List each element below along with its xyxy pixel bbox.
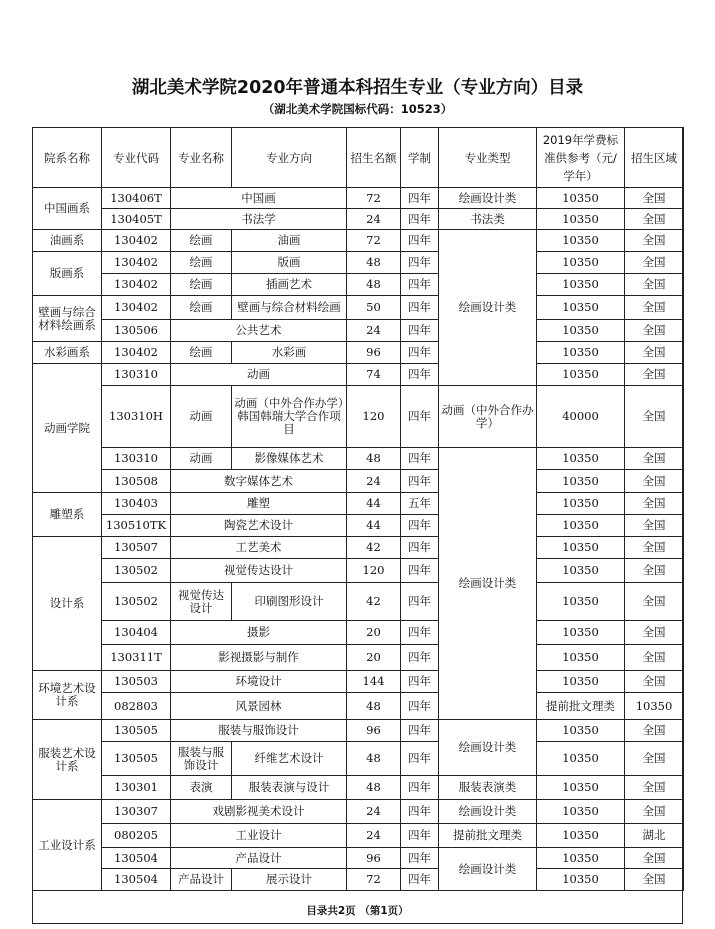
quota-cell: 42	[347, 537, 401, 559]
years-cell: 四年	[401, 742, 439, 776]
quota-cell: 96	[347, 720, 401, 742]
major-name-cell: 绘画	[171, 230, 232, 252]
quota-cell: 120	[347, 386, 401, 448]
region-cell: 全国	[625, 742, 684, 776]
quota-cell: 48	[347, 448, 401, 470]
years-cell: 四年	[401, 230, 439, 252]
quota-cell: 50	[347, 296, 401, 320]
quota-cell: 48	[347, 274, 401, 296]
fee-cell: 10350	[625, 693, 684, 720]
major-cell: 影视摄影与制作	[171, 645, 347, 671]
table-row	[33, 320, 684, 342]
table-row	[33, 386, 684, 448]
code-cell: 130404	[102, 621, 171, 645]
direction-cell: 壁画与综合材料绘画	[232, 296, 347, 320]
type-cell: 绘画设计类	[439, 448, 537, 720]
code-cell: 130506	[102, 320, 171, 342]
table-row	[33, 188, 684, 209]
fee-cell: 10350	[537, 252, 625, 274]
region-cell: 全国	[625, 621, 684, 645]
major-cell: 视觉传达设计	[171, 559, 347, 583]
region-cell: 全国	[625, 720, 684, 742]
region-cell: 全国	[625, 515, 684, 537]
major-name-cell: 绘画	[171, 342, 232, 364]
table-row	[33, 621, 684, 645]
years-cell: 四年	[401, 645, 439, 671]
years-cell: 四年	[401, 720, 439, 742]
dept-cell: 版画系	[33, 252, 102, 296]
table-row	[33, 720, 684, 742]
years-cell: 四年	[401, 342, 439, 364]
years-cell: 四年	[401, 209, 439, 230]
table-row	[33, 274, 684, 296]
fee-cell: 10350	[537, 537, 625, 559]
fee-cell: 10350	[537, 559, 625, 583]
major-cell: 服装与服饰设计	[171, 720, 347, 742]
table-row	[33, 448, 684, 470]
fee-cell: 10350	[537, 188, 625, 209]
major-cell: 公共艺术	[171, 320, 347, 342]
major-name-cell: 产品设计	[171, 869, 232, 891]
region-cell: 全国	[625, 583, 684, 621]
fee-cell: 10350	[537, 776, 625, 800]
code-cell: 130505	[102, 742, 171, 776]
dept-cell: 工业设计系	[33, 800, 102, 891]
fee-cell: 10350	[537, 800, 625, 824]
fee-cell: 10350	[537, 583, 625, 621]
dept-cell: 服装艺术设计系	[33, 720, 102, 800]
code-cell: 130502	[102, 583, 171, 621]
table-header-row	[33, 128, 684, 188]
major-cell: 陶瓷艺术设计	[171, 515, 347, 537]
region-cell: 全国	[625, 848, 684, 869]
fee-cell: 10350	[537, 320, 625, 342]
years-cell: 四年	[401, 800, 439, 824]
table-row	[33, 800, 684, 824]
code-cell: 130405T	[102, 209, 171, 230]
code-cell: 130310H	[102, 386, 171, 448]
major-name-cell: 绘画	[171, 252, 232, 274]
type-cell: 绘画设计类	[439, 188, 537, 209]
direction-cell: 展示设计	[232, 869, 347, 891]
fee-cell: 10350	[537, 621, 625, 645]
years-cell: 四年	[401, 776, 439, 800]
fee-cell: 10350	[537, 671, 625, 693]
direction-cell: 纤维艺术设计	[232, 742, 347, 776]
region-cell: 全国	[625, 448, 684, 470]
dept-cell: 水彩画系	[33, 342, 102, 364]
table-row	[33, 364, 684, 386]
page-subtitle: （湖北美术学院国标代码：10523）	[262, 102, 453, 116]
table-row	[33, 671, 684, 693]
code-cell: 130403	[102, 493, 171, 515]
fee-cell: 10350	[537, 470, 625, 493]
table-row	[33, 296, 684, 320]
region-cell: 全国	[625, 188, 684, 209]
major-name-cell: 绘画	[171, 274, 232, 296]
region-cell: 全国	[625, 320, 684, 342]
years-cell: 四年	[401, 470, 439, 493]
major-name-cell: 绘画	[171, 296, 232, 320]
catalog-table	[32, 127, 684, 891]
region-cell: 全国	[625, 869, 684, 891]
type-cell: 绘画设计类	[439, 720, 537, 776]
years-cell: 四年	[401, 274, 439, 296]
code-cell: 130310	[102, 448, 171, 470]
dept-cell: 环境艺术设计系	[33, 671, 102, 720]
quota-cell: 96	[347, 848, 401, 869]
fee-cell: 40000	[537, 386, 625, 448]
years-cell: 四年	[401, 386, 439, 448]
code-cell: 130510TK	[102, 515, 171, 537]
major-cell: 产品设计	[171, 848, 347, 869]
major-name-cell: 动画	[171, 448, 232, 470]
fee-cell: 10350	[537, 230, 625, 252]
code-cell: 080205	[102, 824, 171, 848]
region-cell: 全国	[625, 209, 684, 230]
major-cell: 风景园林	[171, 693, 347, 720]
quota-cell: 24	[347, 800, 401, 824]
years-cell: 四年	[401, 448, 439, 470]
years-cell: 四年	[401, 364, 439, 386]
fee-cell: 10350	[537, 342, 625, 364]
dept-cell: 油画系	[33, 230, 102, 252]
table-row	[33, 693, 684, 720]
major-cell: 戏剧影视美术设计	[171, 800, 347, 824]
code-cell: 130402	[102, 252, 171, 274]
header-type: 专业类型	[439, 128, 537, 188]
region-cell: 全国	[625, 776, 684, 800]
direction-cell: 服装表演与设计	[232, 776, 347, 800]
table-row	[33, 342, 684, 364]
code-cell: 130402	[102, 230, 171, 252]
header-years: 学制	[401, 128, 439, 188]
quota-cell: 144	[347, 671, 401, 693]
table-row	[33, 209, 684, 230]
quota-cell: 48	[347, 742, 401, 776]
years-cell: 四年	[401, 621, 439, 645]
quota-cell: 96	[347, 342, 401, 364]
quota-cell: 44	[347, 493, 401, 515]
years-cell: 四年	[401, 252, 439, 274]
fee-cell: 10350	[537, 720, 625, 742]
fee-cell: 10350	[537, 493, 625, 515]
major-cell: 工艺美术	[171, 537, 347, 559]
fee-cell: 10350	[537, 209, 625, 230]
fee-cell: 10350	[537, 869, 625, 891]
major-name-cell: 表演	[171, 776, 232, 800]
fee-cell: 10350	[537, 645, 625, 671]
type-cell: 提前批文理类	[537, 693, 625, 720]
years-cell: 四年	[401, 320, 439, 342]
table-row	[33, 848, 684, 869]
region-cell: 全国	[625, 252, 684, 274]
region-cell: 全国	[625, 537, 684, 559]
code-cell: 130402	[102, 342, 171, 364]
quota-cell: 48	[347, 693, 401, 720]
quota-cell: 44	[347, 515, 401, 537]
quota-cell: 24	[347, 320, 401, 342]
major-cell: 书法学	[171, 209, 347, 230]
major-name-cell: 视觉传达设计	[171, 583, 232, 621]
years-cell: 四年	[401, 848, 439, 869]
quota-cell: 24	[347, 209, 401, 230]
direction-cell: 印刷图形设计	[232, 583, 347, 621]
code-cell: 130507	[102, 537, 171, 559]
type-cell: 服装表演类	[439, 776, 537, 800]
years-cell: 四年	[401, 671, 439, 693]
table-row	[33, 230, 684, 252]
years-cell: 四年	[401, 296, 439, 320]
major-cell: 环境设计	[171, 671, 347, 693]
header-dept: 院系名称	[33, 128, 102, 188]
code-cell: 130504	[102, 848, 171, 869]
region-cell: 全国	[625, 386, 684, 448]
quota-cell: 72	[347, 188, 401, 209]
quota-cell: 20	[347, 621, 401, 645]
region-cell: 全国	[625, 230, 684, 252]
major-cell: 数字媒体艺术	[171, 470, 347, 493]
table-row	[33, 470, 684, 493]
code-cell: 130504	[102, 869, 171, 891]
table-row	[33, 742, 684, 776]
code-cell: 082803	[102, 693, 171, 720]
region-cell: 全国	[625, 342, 684, 364]
code-cell: 130505	[102, 720, 171, 742]
code-cell: 130502	[102, 559, 171, 583]
region-cell: 全国	[625, 296, 684, 320]
major-name-cell: 服装与服饰设计	[171, 742, 232, 776]
code-cell: 130310	[102, 364, 171, 386]
table-row	[33, 824, 684, 848]
years-cell: 四年	[401, 583, 439, 621]
code-cell: 130402	[102, 274, 171, 296]
fee-cell: 10350	[537, 515, 625, 537]
code-cell: 130503	[102, 671, 171, 693]
quota-cell: 72	[347, 869, 401, 891]
years-cell: 四年	[401, 559, 439, 583]
type-cell: 提前批文理类	[439, 824, 537, 848]
fee-cell: 10350	[537, 448, 625, 470]
table-row	[33, 583, 684, 621]
dept-cell: 雕塑系	[33, 493, 102, 537]
direction-cell: 插画艺术	[232, 274, 347, 296]
header-region: 招生区域	[625, 128, 684, 188]
header-quota: 招生名额	[347, 128, 401, 188]
years-cell: 四年	[401, 824, 439, 848]
major-cell: 中国画	[171, 188, 347, 209]
header-fee: 2019年学费标准供参考（元/学年）	[537, 128, 625, 188]
years-cell: 五年	[401, 493, 439, 515]
type-cell: 动画（中外合作办学）	[439, 386, 537, 448]
direction-cell: 影像媒体艺术	[232, 448, 347, 470]
region-cell: 湖北	[625, 824, 684, 848]
quota-cell: 74	[347, 364, 401, 386]
quota-cell: 24	[347, 470, 401, 493]
dept-cell: 中国画系	[33, 188, 102, 230]
direction-cell: 油画	[232, 230, 347, 252]
dept-cell: 动画学院	[33, 364, 102, 493]
table-row	[33, 537, 684, 559]
region-cell: 全国	[625, 671, 684, 693]
page-title: 湖北美术学院2020年普通本科招生专业（专业方向）目录	[131, 78, 584, 98]
direction-cell: 水彩画	[232, 342, 347, 364]
type-cell: 书法类	[439, 209, 537, 230]
code-cell: 130301	[102, 776, 171, 800]
fee-cell: 10350	[537, 274, 625, 296]
table-row	[33, 645, 684, 671]
table-row	[33, 493, 684, 515]
quota-cell: 42	[347, 583, 401, 621]
direction-cell: 版画	[232, 252, 347, 274]
region-cell: 全国	[625, 493, 684, 515]
fee-cell: 10350	[537, 742, 625, 776]
direction-cell: 动画（中外合作办学）韩国韩瑞大学合作项目	[232, 386, 347, 448]
quota-cell: 24	[347, 824, 401, 848]
code-cell: 130406T	[102, 188, 171, 209]
region-cell: 全国	[625, 364, 684, 386]
header-name: 专业名称	[171, 128, 232, 188]
major-cell: 工业设计	[171, 824, 347, 848]
table-row	[33, 776, 684, 800]
years-cell: 四年	[401, 188, 439, 209]
type-cell: 绘画设计类	[439, 230, 537, 386]
region-cell: 全国	[625, 645, 684, 671]
dept-cell: 壁画与综合材料绘画系	[33, 296, 102, 342]
table-row	[33, 869, 684, 891]
quota-cell: 120	[347, 559, 401, 583]
major-cell: 雕塑	[171, 493, 347, 515]
fee-cell: 10350	[537, 824, 625, 848]
code-cell: 130402	[102, 296, 171, 320]
major-name-cell: 动画	[171, 386, 232, 448]
major-cell: 动画	[171, 364, 347, 386]
region-cell: 全国	[625, 274, 684, 296]
header-direction: 专业方向	[232, 128, 347, 188]
table-row	[33, 515, 684, 537]
region-cell: 全国	[625, 559, 684, 583]
type-cell: 绘画设计类	[439, 848, 537, 891]
page-footer: 目录共2页 （第1页）	[306, 905, 409, 917]
code-cell: 130311T	[102, 645, 171, 671]
fee-cell: 10350	[537, 296, 625, 320]
code-cell: 130508	[102, 470, 171, 493]
major-cell: 摄影	[171, 621, 347, 645]
region-cell: 全国	[625, 470, 684, 493]
quota-cell: 72	[347, 230, 401, 252]
dept-cell: 设计系	[33, 537, 102, 671]
header-code: 专业代码	[102, 128, 171, 188]
fee-cell: 10350	[537, 364, 625, 386]
fee-cell: 10350	[537, 848, 625, 869]
years-cell: 四年	[401, 515, 439, 537]
quota-cell: 48	[347, 252, 401, 274]
region-cell: 全国	[625, 800, 684, 824]
years-cell: 四年	[401, 869, 439, 891]
quota-cell: 48	[347, 776, 401, 800]
quota-cell: 20	[347, 645, 401, 671]
table-row	[33, 252, 684, 274]
table-row	[33, 559, 684, 583]
code-cell: 130307	[102, 800, 171, 824]
years-cell: 四年	[401, 537, 439, 559]
type-cell: 绘画设计类	[439, 800, 537, 824]
years-cell: 四年	[401, 693, 439, 720]
